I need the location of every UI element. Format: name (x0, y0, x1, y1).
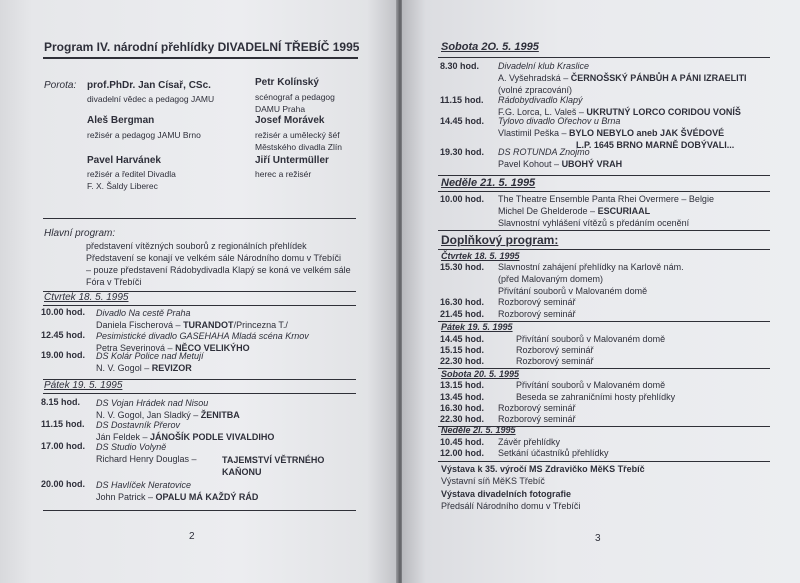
event-extra: (volné zpracování) (498, 85, 573, 95)
event-time: 22.30 hod. (440, 356, 485, 366)
event-time: 10.00 hod. (440, 194, 485, 204)
jury-member-name: Jiří Untermüller (255, 155, 329, 166)
section-rule (438, 191, 770, 192)
event-text: Rozborový seminář (498, 414, 576, 424)
day-heading: Pátek 19. 5. 1995 (44, 380, 123, 391)
jury-member-name: prof.PhDr. Jan Císař, CSc. (87, 80, 211, 91)
event-group: DS Kolár Police nad Metují (96, 351, 204, 361)
event-group: The Theatre Ensemble Panta Rhei Overmere – Belgie (498, 194, 714, 204)
day-heading: Neděle 21. 5. 1995 (441, 177, 536, 189)
event-text: Rozborový seminář (498, 297, 576, 307)
main-program-line: – pouze představení Rádobydivadla Klapý se koná ve velkém sále (86, 265, 351, 275)
event-text: Rozborový seminář (498, 403, 576, 413)
jury-member-role: scénograf a pedagog (255, 92, 335, 102)
section-rule (43, 305, 356, 306)
title-rule (43, 57, 358, 59)
jury-member-role: režisér a umělecký šéf (255, 130, 340, 140)
event-title: L.P. 1645 BRNO MARNĚ DOBÝVALI... (576, 140, 735, 150)
event-title: UBOHÝ VRAH (561, 159, 623, 169)
event-time: 10.00 hod. (41, 307, 86, 317)
event-text: Rozborový seminář (516, 356, 594, 366)
section-rule (438, 57, 770, 58)
jury-label: Porota: (44, 80, 77, 91)
event-time: 21.45 hod. (440, 309, 485, 319)
event-group: DS Studio Volyně (96, 442, 167, 452)
event-time: 14.45 hod. (440, 334, 485, 344)
main-program-line: představení vítězných souborů z regionálních přehlídek (86, 241, 307, 251)
day-heading: Čtvrtek 18. 5. 1995 (441, 251, 520, 261)
event-time: 13.15 hod. (440, 380, 485, 390)
event-text: Přivítání souborů v Malovaném domě (516, 334, 666, 344)
page-number: 3 (595, 533, 601, 544)
section-rule (43, 218, 356, 219)
jury-member-name: Aleš Bergman (87, 115, 155, 126)
event-text: Rozborový seminář (516, 345, 594, 355)
event-text: Beseda se zahraničními hosty přehlídky (516, 392, 676, 402)
event-author: Pavel Kohout – (498, 159, 560, 169)
section-rule (43, 510, 356, 511)
jury-member-role: divadelní vědec a pedagog JAMU (87, 94, 215, 104)
event-text: (před Malovaným domem) (498, 274, 604, 284)
event-title: TURANDOT (183, 320, 234, 330)
main-program-line: Představení se konají ve velkém sále Národního domu v Třebíči (86, 253, 341, 263)
jury-member-role: DAMU Praha (255, 104, 306, 114)
event-time: 16.30 hod. (440, 297, 485, 307)
event-time: 14.45 hod. (440, 116, 485, 126)
main-program-label: Hlavní program: (44, 228, 116, 239)
day-heading: Sobota 2O. 5. 1995 (441, 41, 539, 53)
event-group: DS Havlíček Neratovice (96, 480, 192, 490)
event-title: UKRUTNÝ LORCO CORIDOU VONÍŠ (586, 107, 741, 117)
event-author: A. Vyšehradská – (498, 73, 569, 83)
event-author: N. V. Gogol – (96, 363, 150, 373)
event-title: TAJEMSTVÍ VĚTRNÉHO (222, 455, 325, 465)
event-group: DS Dostavník Přerov (96, 420, 181, 430)
supplementary-program-label: Doplňkový program: (441, 233, 559, 247)
day-heading: Čtvrtek 18. 5. 1995 (44, 292, 129, 303)
jury-member-name: Petr Kolínský (255, 77, 319, 88)
event-title: ČERNOŠSKÝ PÁNBŮH A PÁNI IZRAELITI (570, 73, 747, 83)
jury-member-role: režisér a pedagog JAMU Brno (87, 130, 201, 140)
jury-member-role: F. X. Šaldy Liberec (87, 181, 158, 191)
event-title: ŽENITBA (200, 410, 240, 420)
right-page (402, 0, 800, 583)
event-author: Vlastimil Peška – (498, 128, 567, 138)
event-time: 11.15 hod. (41, 419, 85, 429)
event-title: ESCURIAAL (597, 206, 651, 216)
event-time: 20.00 hod. (41, 479, 86, 489)
event-group: Pesimistické divadlo GASEHAHA Mladá scéna Krnov (96, 331, 309, 341)
event-extra: Slavnostní vyhlášení vítězů s předáním ocenění (498, 218, 690, 228)
program-title: Program IV. národní přehlídky DIVADELNÍ TŘEBÍČ 1995 (44, 40, 360, 54)
event-text: Rozborový seminář (498, 309, 576, 319)
jury-member-role: režisér a ředitel Divadla (87, 169, 176, 179)
day-heading: Neděle 2l. 5. 1995 (441, 425, 516, 435)
event-title: REVIZOR (151, 363, 192, 373)
exhibit-location: Předsálí Národního domu v Třebíči (441, 501, 581, 511)
event-time: 15.15 hod. (440, 345, 485, 355)
event-text: Přivítání souborů v Malovaném domě (498, 286, 648, 296)
event-title: OPALU MÁ KAŽDÝ RÁD (155, 492, 259, 502)
event-group: Tylovo divadlo Ořechov u Brna (498, 116, 621, 126)
event-time: 12.45 hod. (41, 330, 86, 340)
event-time: 8.30 hod. (440, 61, 480, 71)
exhibit-title: Výstava divadelních fotografie (441, 489, 572, 499)
event-title: KAŇONU (222, 467, 262, 477)
exhibit-title: Výstava k 35. výročí MS Zdravičko MěKS Třebíč (441, 464, 645, 474)
event-group: DS ROTUNDA Znojmo (498, 147, 590, 157)
event-time: 16.30 hod. (440, 403, 485, 413)
event-time: 12.00 hod. (440, 448, 485, 458)
section-rule (438, 249, 770, 250)
event-group: Divadelní klub Kraslice (498, 61, 590, 71)
event-author: Daniela Fischerová – (96, 320, 181, 330)
day-heading: Pátek 19. 5. 1995 (441, 322, 513, 332)
event-title: NĚCO VELIKÝHO (175, 343, 250, 353)
section-rule (438, 230, 770, 231)
event-text: Setkání účastníků přehlídky (498, 448, 609, 458)
event-extra: /Princezna T./ (233, 320, 288, 330)
event-time: 13.45 hod. (440, 392, 485, 402)
event-author: F.G. Lorca, L. Valeš – (498, 107, 584, 117)
jury-member-name: Josef Morávek (255, 115, 325, 126)
event-group: Divadlo Na cestě Praha (96, 308, 191, 318)
event-group: DS Vojan Hrádek nad Nisou (96, 398, 209, 408)
page-number: 2 (189, 531, 195, 542)
jury-member-name: Pavel Harvánek (87, 155, 161, 166)
event-title: JÁNOŠÍK PODLE VIVALDIHO (150, 432, 275, 442)
event-time: 11.15 hod. (440, 95, 484, 105)
section-rule (43, 393, 356, 394)
event-author: Michel De Ghelderode – (498, 206, 596, 216)
event-time: 15.30 hod. (440, 262, 485, 272)
event-time: 19.30 hod. (440, 147, 485, 157)
jury-member-role: herec a režisér (255, 169, 312, 179)
day-heading: Sobota 20. 5. 1995 (441, 369, 520, 379)
event-author: N. V. Gogol, Jan Sladký – (96, 410, 199, 420)
left-page (0, 0, 399, 583)
event-text: Závěr přehlídky (498, 437, 561, 447)
exhibit-location: Výstavní síň MěKS Třebíč (441, 476, 545, 486)
section-rule (438, 175, 770, 176)
main-program-line: Fóra v Třebíči (86, 277, 142, 287)
event-author: John Patrick – (96, 492, 154, 502)
event-author: Ján Feldek – (96, 432, 148, 442)
event-author: Richard Henry Douglas – (96, 454, 197, 464)
event-time: 22.30 hod. (440, 414, 485, 424)
event-time: 19.00 hod. (41, 350, 86, 360)
section-rule (438, 461, 770, 462)
event-time: 17.00 hod. (41, 441, 86, 451)
event-time: 10.45 hod. (440, 437, 485, 447)
event-title: BYLO NEBYLO aneb JAK ŠVÉDOVÉ (569, 128, 725, 138)
event-text: Slavnostní zahájení přehlídky na Karlově nám. (498, 262, 684, 272)
event-text: Přivítání souborů v Malovaném domě (516, 380, 666, 390)
event-author: Petra Severinová – (96, 343, 173, 353)
event-time: 8.15 hod. (41, 397, 81, 407)
event-group: Rádobydivadlo Klapý (498, 95, 583, 105)
jury-member-role: Městského divadla Zlín (255, 142, 342, 152)
